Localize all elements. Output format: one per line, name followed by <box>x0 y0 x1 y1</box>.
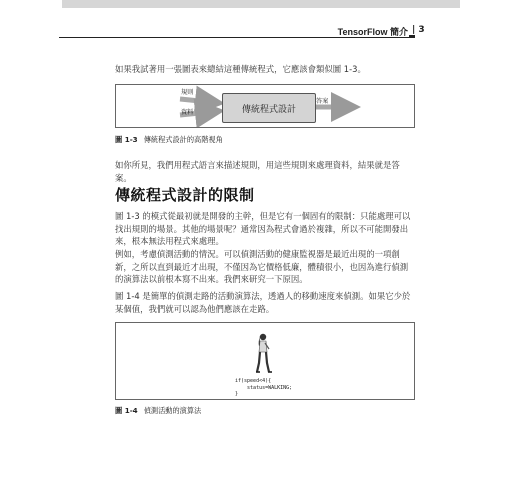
header-rule <box>59 37 415 38</box>
header-rule-marker <box>409 35 415 38</box>
figure-1-3-caption-text: 傳統程式設計的高階視角 <box>143 135 223 144</box>
traditional-programming-label: 傳統程式設計 <box>241 104 296 115</box>
walking-person-illustration <box>248 332 276 376</box>
running-header-title: TensorFlow 簡介 <box>337 27 408 37</box>
figure-1-3 <box>115 84 415 128</box>
figure-1-4-caption <box>115 406 201 416</box>
paragraph-limitation: 圖 1-3 的模式從最初就是開發的主幹，但是它有一個固有的限制：只能處理可以找出規則的場景。其他的場景呢？通常因為程式會過於複雜，所以不可能開發出來，根本無法用程式來處理。 <box>115 211 411 247</box>
code-line-1: if(speed<4){ <box>235 378 272 384</box>
section-heading: 傳統程式設計的限制 <box>115 186 255 204</box>
code-line-2: status=WALKING; <box>235 384 293 391</box>
figure-1-3-caption-number: 圖 1-3 <box>115 135 138 144</box>
paragraph-walking-algorithm: 圖 1-4 是簡單的偵測走路的活動演算法，透過人的移動速度來偵測。如果它少於某個值，我們就可以認為他們應該在走路。 <box>115 291 411 314</box>
page-number-value: 3 <box>418 25 425 35</box>
data-label: 資料 <box>181 109 194 116</box>
top-gray-band <box>62 0 460 8</box>
page-number: | 3 <box>412 25 425 35</box>
rules-label: 規則 <box>181 89 194 96</box>
paragraph-activity-detection: 例如，考慮偵測活動的情況。可以偵測活動的健康監視器是最近出現的一項創新，之所以直到最近才出現，不僅因為它價格低廉，體積很小，也因為進行偵測的演算法以前根本寫不出來。我們來研究一下原因。 <box>115 249 409 285</box>
answer-label: 答案 <box>316 98 329 105</box>
code-line-3: } <box>235 391 239 397</box>
figure-1-4-caption-text: 偵測活動的演算法 <box>143 406 202 415</box>
rules-arrow <box>180 99 220 103</box>
walking-code-snippet <box>235 378 292 398</box>
traditional-programming-box <box>222 93 316 123</box>
figure-1-4-caption-number: 圖 1-4 <box>115 406 138 415</box>
paragraph-as-you-see: 如你所見，我們用程式語言來描述規則，用這些規則來處理資料，結果就是答案。 <box>115 160 400 183</box>
paragraph-intro: 如果我試著用一張圖表來總結這種傳統程式，它應該會類似圖 1-3。 <box>115 64 366 74</box>
figure-1-3-caption <box>115 135 223 145</box>
